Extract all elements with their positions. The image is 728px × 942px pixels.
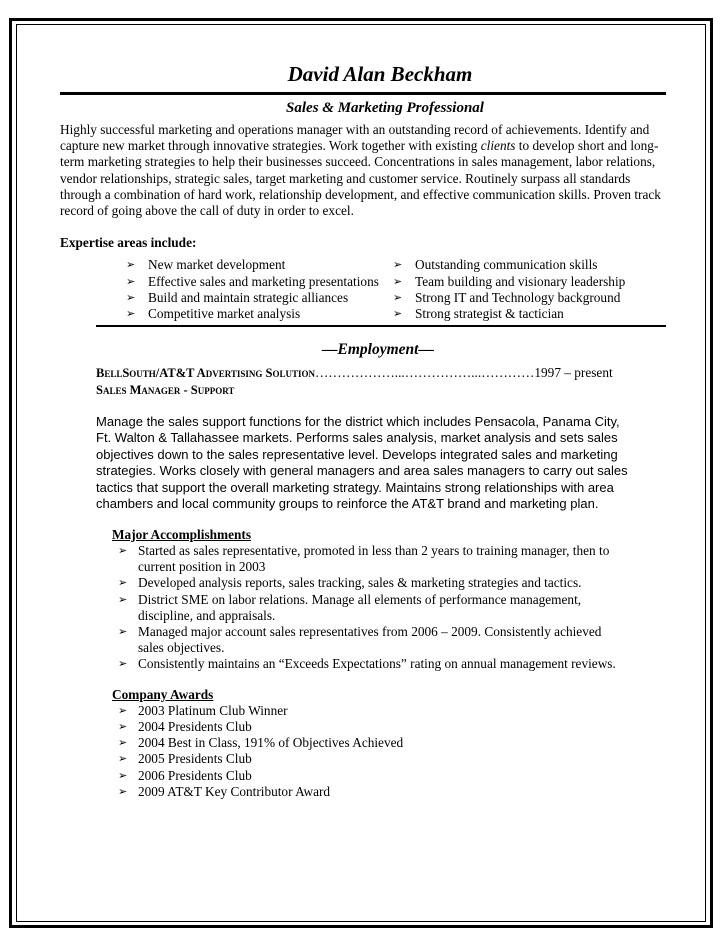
arrow-bullet-icon: ➢ [393, 275, 403, 288]
summary-emphasis: clients [480, 138, 516, 154]
accomplishment-item [112, 656, 622, 672]
expertise-list [120, 257, 650, 322]
expertise-item [387, 274, 650, 290]
job-dates: ………………...……………...…………1997 – present [314, 365, 613, 381]
accomplishments-list [112, 543, 622, 673]
summary-text-1: Highly successful marketing and operations manager with an outstanding record of achievements. Identify and capture new market through innovative strategies. Work together with existing [60, 122, 650, 154]
job-position: Sales Manager - Support [96, 382, 235, 397]
arrow-bullet-icon: ➢ [118, 577, 128, 590]
award-item-text: 2003 Platinum Club Winner [138, 702, 288, 718]
employment-heading: —Employment— [322, 341, 434, 359]
job-entry [96, 365, 636, 800]
accomplishment-item [112, 575, 622, 591]
award-item [112, 751, 622, 767]
award-item-text: 2009 AT&T Key Contributor Award [138, 783, 331, 799]
expertise-item [387, 290, 650, 306]
arrow-bullet-icon: ➢ [118, 769, 128, 782]
expertise-column-right [387, 257, 650, 322]
expertise-item [120, 306, 387, 322]
accomplishments-heading: Major Accomplishments [112, 526, 251, 542]
resume-title: Sales & Marketing Professional [286, 100, 484, 116]
resume-document [60, 60, 690, 800]
job-description: Manage the sales support functions for the district which includes Pensacola, Panama City, Ft. Walton & Tallahassee markets. Performs sales analysis, market analysis and sets sales objectives down to the sales representative level. Develops integrated sales and marketing strategies. Works closely with general managers and area sales managers to carry out sales tactics that support the overall marketing strategy. Maintains strong relationships with area chambers and local community groups to reinforce the AT&T brand and marketing plan. [96, 413, 628, 512]
award-item [112, 768, 622, 784]
accomplishments-section [112, 527, 636, 673]
expertise-item [387, 257, 650, 273]
arrow-bullet-icon: ➢ [393, 291, 403, 304]
expertise-item-text: Strong IT and Technology background [415, 289, 621, 305]
job-company: BellSouth/AT&T Advertising Solution [96, 366, 315, 381]
arrow-bullet-icon: ➢ [118, 545, 128, 558]
arrow-bullet-icon: ➢ [118, 658, 128, 671]
accomplishment-item [112, 592, 622, 624]
summary-text-2: to develop short and long-term marketing strategies to help their businesses succeed. Concentrations in sales management, labor relations, vendor relationships, strategic sales, target marketing and customer service. Routinely surpass all standards through a combination of hard work, relationship development, and effective communication skills. Proven track record of going above the call of duty in order to excel. [60, 138, 661, 219]
expertise-item-text: Outstanding communication skills [415, 257, 598, 273]
expertise-item-text: Competitive market analysis [148, 306, 301, 322]
expertise-item [120, 274, 387, 290]
award-item [112, 784, 622, 800]
awards-heading: Company Awards [112, 686, 214, 702]
arrow-bullet-icon: ➢ [118, 785, 128, 798]
arrow-bullet-icon: ➢ [118, 737, 128, 750]
award-item [112, 719, 622, 735]
award-item-text: 2004 Best in Class, 191% of Objectives Achieved [138, 735, 404, 751]
award-item-text: 2004 Presidents Club [138, 719, 252, 735]
accomplishment-item-text: Managed major account sales representatives from 2006 – 2009. Consistently achieved sales objectives. [138, 624, 602, 656]
arrow-bullet-icon: ➢ [393, 259, 403, 272]
award-item-text: 2006 Presidents Club [138, 767, 252, 783]
accomplishment-item [112, 543, 622, 575]
accomplishment-item-text: Developed analysis reports, sales tracking, sales & marketing strategies and tactics. [138, 575, 582, 591]
arrow-bullet-icon: ➢ [118, 753, 128, 766]
awards-section [112, 687, 636, 800]
expertise-item [387, 306, 650, 322]
arrow-bullet-icon: ➢ [126, 259, 136, 272]
expertise-item-text: Effective sales and marketing presentations [148, 273, 379, 289]
expertise-item-text: Build and maintain strategic alliances [148, 289, 349, 305]
resume-name: David Alan Beckham [287, 62, 473, 86]
expertise-heading: Expertise areas include: [60, 235, 197, 251]
expertise-item-text: New market development [148, 257, 286, 273]
expertise-item [120, 257, 387, 273]
awards-list [112, 703, 622, 800]
arrow-bullet-icon: ➢ [118, 626, 128, 639]
arrow-bullet-icon: ➢ [126, 308, 136, 321]
section-rule [96, 325, 666, 327]
header-rule [60, 92, 666, 95]
expertise-item-text: Team building and visionary leadership [415, 273, 626, 289]
arrow-bullet-icon: ➢ [126, 291, 136, 304]
arrow-bullet-icon: ➢ [118, 593, 128, 606]
arrow-bullet-icon: ➢ [126, 275, 136, 288]
accomplishment-item-text: Consistently maintains an “Exceeds Expectations” rating on annual management reviews. [138, 656, 616, 672]
arrow-bullet-icon: ➢ [118, 721, 128, 734]
expertise-column-left [120, 257, 387, 322]
summary-paragraph [60, 122, 670, 219]
award-item [112, 735, 622, 751]
accomplishment-item-text: District SME on labor relations. Manage all elements of performance management, discipline, and appraisals. [138, 591, 582, 623]
accomplishment-item-text: Started as sales representative, promoted in less than 2 years to training manager, then to current position in 2003 [138, 543, 610, 575]
award-item [112, 703, 622, 719]
arrow-bullet-icon: ➢ [118, 704, 128, 717]
expertise-item-text: Strong strategist & tactician [415, 306, 564, 322]
award-item-text: 2005 Presidents Club [138, 751, 252, 767]
expertise-item [120, 290, 387, 306]
job-company-line [96, 365, 636, 381]
accomplishment-item [112, 624, 622, 656]
arrow-bullet-icon: ➢ [393, 308, 403, 321]
